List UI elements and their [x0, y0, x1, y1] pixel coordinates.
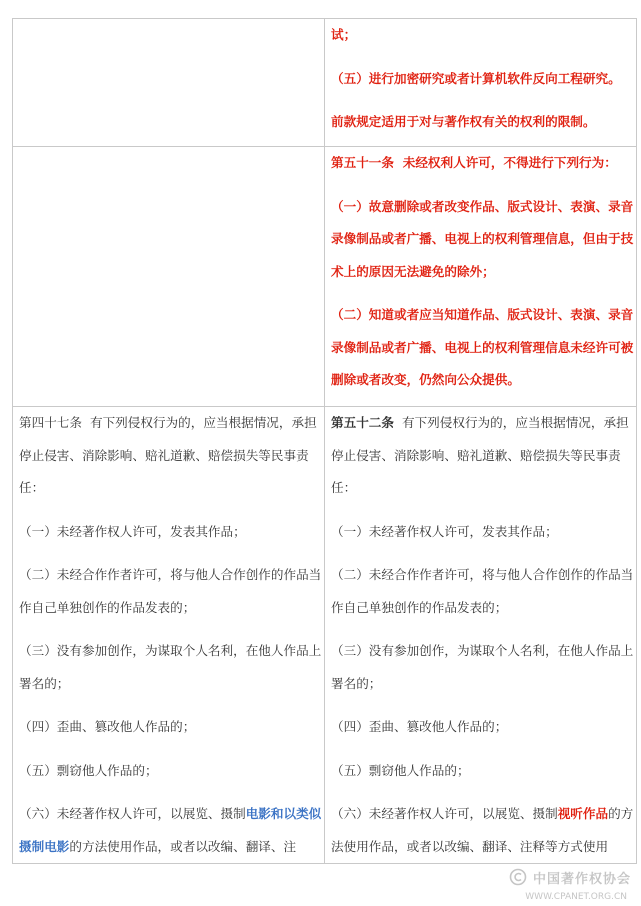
table-row	[13, 407, 637, 864]
item6-highlight: 电影和以类似摄制电影	[19, 806, 322, 854]
article-52-text: 有下列侵权行为的，应当根据情况，承担停止侵害、消除影响、赔礼道歉、赔偿损失等民事责任：	[331, 415, 629, 495]
list-item: （三）没有参加创作，为谋取个人名利，在他人作品上署名的；	[331, 643, 634, 691]
item6-highlight: 视听作品	[557, 806, 609, 821]
right-cell-row2	[325, 147, 637, 407]
item6-post: 的方法使用作品，或者以改编、翻译、注释等方式使用	[331, 806, 634, 854]
article-52-intro	[331, 407, 636, 505]
article-47-intro: 第四十七条 有下列侵权行为的，应当根据情况，承担停止侵害、消除影响、赔礼道歉、赔偿损失等民事责任：	[19, 415, 317, 495]
watermark-text: 中国著作权协会	[532, 871, 631, 887]
paragraph: 前款规定适用于对与著作权有关的权利的限制。	[331, 114, 596, 129]
list-item: （五）剽窃他人作品的；	[19, 762, 158, 778]
watermark-url: WWW.CPANET.ORG.CN	[525, 892, 627, 902]
table-row	[13, 19, 637, 147]
paragraph: （二）知道或者应当知道作品、版式设计、表演、录音录像制品或者广播、电视上的权利管理信息未经许可被删除或者改变，仍然向公众提供。	[331, 307, 634, 387]
left-cell-empty	[13, 147, 325, 407]
paragraph: 试；	[331, 27, 357, 42]
list-item: （三）没有参加创作，为谋取个人名利，在他人作品上署名的；	[19, 643, 322, 691]
right-cell-row1	[325, 19, 637, 147]
watermark	[431, 860, 631, 894]
item6-pre: （六）未经著作权人许可，以展览、摄制	[19, 806, 246, 821]
list-item: （一）未经著作权人许可，发表其作品；	[331, 523, 558, 539]
list-item: （二）未经合作作者许可，将与他人合作创作的作品当作自己单独创作的作品发表的；	[331, 567, 634, 615]
item6-post: 的方法使用作品，或者以改编、翻译、注	[69, 838, 297, 854]
paragraph: （五）进行加密研究或者计算机软件反向工程研究。	[331, 70, 621, 86]
article-52-label: 第五十二条	[331, 415, 394, 430]
list-item: （四）歪曲、篡改他人作品的；	[331, 719, 508, 734]
paragraph: （一）故意删除或者改变作品、版式设计、表演、录音录像制品或者广播、电视上的权利管理信息，但由于技术上的原因无法避免的除外；	[331, 198, 634, 279]
list-item	[331, 798, 636, 863]
list-item: （一）未经著作权人许可，发表其作品；	[19, 523, 246, 539]
table-row	[13, 147, 637, 407]
list-item: （五）剽窃他人作品的；	[331, 762, 470, 778]
list-item	[19, 798, 324, 863]
comparison-table	[12, 18, 637, 864]
left-cell-empty	[13, 19, 325, 147]
right-cell-article-52	[325, 407, 637, 864]
list-item: （二）未经合作作者许可，将与他人合作创作的作品当作自己单独创作的作品发表的；	[19, 567, 322, 615]
item6-pre: （六）未经著作权人许可，以展览、摄制	[331, 806, 558, 821]
left-cell-article-47	[13, 407, 325, 864]
copyright-logo-icon	[507, 868, 529, 886]
list-item: （四）歪曲、篡改他人作品的；	[19, 719, 196, 734]
article-51-title: 第五十一条 未经权利人许可，不得进行下列行为：	[331, 155, 617, 170]
